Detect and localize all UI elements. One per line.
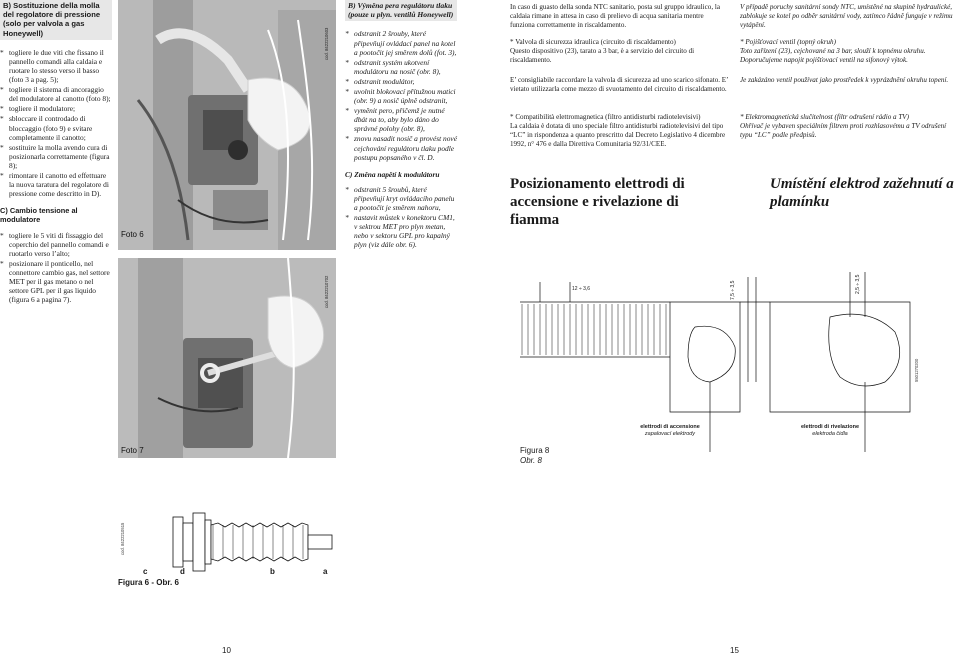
ntc-fault-text-it: In caso di guasto della sonda NTC sanitario, posta sul gruppo idraulico, la caldaia rimane in attesa in caso di prelievo di acqua sanitaria mentre funziona correttamente in riscaldamento.: [510, 3, 721, 29]
photo-6-label: Foto 6: [121, 230, 144, 239]
list-item: * znovu nasadit nosič a provést nové cejchování regulátoru tlaku podle postupu popsaného v čl. D.: [345, 134, 457, 161]
figure-6-drawing: [118, 495, 336, 590]
part-letter-b: b: [270, 567, 275, 576]
section-c-heading-cz: C) Změna napětí k modulátoru: [345, 169, 440, 179]
gas-valve-photo-illustration: [118, 0, 336, 250]
part-letter-a: a: [323, 567, 328, 576]
list-item: * uvolnit blokovací přítužnou matici (obr. 9) a nosič úplně odstranit,: [345, 87, 457, 105]
emc-filter-text-cz: * Elektromagnetická slučitelnost (filtr odrušení rádio a TV) Ohřívač je vybaven speciálním filtrem proti rozhlasovému a TV odrušení typu “LC” podle předpisů.: [740, 113, 947, 139]
electrodes-title-it: Posizionamento elettrodi di accensione e rivelazione di fiamma: [510, 176, 685, 228]
part-letter-d: d: [180, 567, 185, 576]
figure-6-code: cod. 8422210515: [120, 522, 125, 555]
photo-7: [118, 258, 336, 458]
ignition-electrodes-label: [620, 424, 720, 438]
list-item: * odstranit systém ukotvení modulátoru na nosič (obr. 8),: [345, 58, 457, 76]
figure-8-caption: Figura 8: [520, 446, 550, 455]
right-page: [480, 0, 960, 669]
section-c-steps-cz: [345, 185, 457, 250]
photo-6-code: cod. 8422210603: [324, 27, 329, 60]
list-item: * posizionare il ponticello, nel connettore cambio gas, nel settore MET per il gas metano o nel settore GPL per il gas liquido (figura 6 a pagina 7).: [0, 259, 112, 304]
photo-7-code: cod. 8422210702: [324, 275, 329, 308]
part-letter-c: c: [143, 567, 148, 576]
photo-6: [118, 0, 336, 250]
list-item: * vyměnit pero, přičemž je nutné dbát na to, aby bylo dáno do správné polohy (obr. 8),: [345, 106, 457, 133]
electrodes-title-cz: Umístění elektrod zažehnutí a plamínku: [770, 176, 954, 210]
list-item: * odstranit 5 šroubů, které připevňují kryt ovládacího panelu a pootočit je směrem nahoru,: [345, 185, 457, 212]
detection-electrodes-label: [780, 424, 880, 438]
list-item: * sostituire la molla avendo cura di posizionarla correttamente (figura 8);: [0, 143, 112, 170]
list-item: * sbloccare il controdado di bloccaggio (foto 9) e svitare completamente il canotto;: [0, 114, 112, 141]
section-b-heading-cz: B) Výměna pera regulátoru tlaku (pouze u plyn. ventilů Honeywell): [345, 0, 457, 21]
list-item: * togliere il sistema di ancoraggio del modulatore al canotto (foto 8);: [0, 85, 112, 103]
list-item: * togliere il modulatore;: [0, 104, 112, 113]
list-item: * togliere le due viti che fissano il pannello comandi alla caldaia e ruotare lo stesso verso il basso (foto 3 a pag. 5);: [0, 48, 112, 84]
page-number-right: 15: [730, 646, 739, 655]
ignition-electrodes-label-it: elettrodi di accensione: [640, 424, 700, 430]
list-item: * togliere le 5 viti di fissaggio del coperchio del pannello comandi e ruotarlo verso l’alto;: [0, 231, 112, 258]
left-czech-column: [345, 0, 457, 250]
section-b-heading-it: B) Sostituzione della molla del regolatore di pressione (solo per valvola a gas Honeywell): [0, 0, 112, 40]
ntc-fault-text-cz: V případě poruchy sanitární sondy NTC, umístěné na skupině hydraulické, zablokuje se kotel po odběr sanitární vody, zatímco řádně funguje v režimu vytápění.: [740, 3, 953, 29]
safety-valve-note-it: E’ consigliabile raccordare la valvola di sicurezza ad uno scarico sifonato. E’ vietato utilizzarla come mezzo di svuotamento del circuito di riscaldamento.: [510, 76, 728, 93]
emc-filter-text-it: * Compatibilità elettromagnetica (filtro antidisturbi radiotelevisivi) La caldaia è dotata di uno speciale filtro antidisturbi radiotelevisivi del tipo “LC” in rispondenza a quanto prescritto dal Decreto Legislativo 4 dicembre 1992, n° 476 e dalla Direttiva Comunitaria 92/31/CEE.: [510, 113, 726, 148]
safety-valve-text-cz: * Pojišťovací ventil (topný okruh) Toto zařízení (23), cejchované na 3 bar, slouží k topnému okruhu. Doporučujeme napojit pojišťovací ventil na sifonový výtok.: [740, 38, 926, 64]
detection-electrodes-label-cz: elektroda čidla: [812, 431, 848, 437]
section-b-steps-it: [0, 48, 112, 199]
wrench-photo-illustration: [118, 258, 336, 458]
section-c-steps-it: [0, 231, 112, 305]
dimension-label: 2,5 ÷ 3,5: [855, 274, 861, 294]
figure-8-code: 5501270200: [914, 358, 919, 382]
list-item: * odstranit 2 šrouby, které připevňují ovládací panel na kotel a pootočit jej směrem dolů (fot. 3),: [345, 29, 457, 56]
detection-electrodes-label-it: elettrodi di rivelazione: [800, 424, 860, 430]
figure-8-caption-cz: Obr. 8: [520, 456, 542, 465]
pressure-regulator-parts-drawing: [118, 495, 336, 575]
figure-6-caption: Figura 6 - Obr. 6: [118, 578, 179, 587]
safety-valve-note-cz: Je zakázáno ventil používat jako prostředek k vyprázdnění okruhu topení.: [740, 76, 949, 84]
dimension-label: 12 ÷ 3,6: [572, 286, 591, 292]
section-b-steps-cz: [345, 29, 457, 161]
left-page: [0, 0, 478, 669]
section-c-heading-it: C) Cambio tensione al modulatore: [0, 206, 78, 225]
left-italian-column: [0, 0, 112, 305]
photo-7-label: Foto 7: [121, 446, 144, 455]
dimension-label: 7,5 ÷ 3,5: [730, 280, 736, 300]
page-number-left: 10: [222, 646, 231, 655]
list-item: * nastavit můstek v konektoru CM1, v sektrou MET pro plyn metan, nebo v sektoru GPL pro kapalný plyn (viz dále obr. 6).: [345, 213, 457, 249]
list-item: * odstranit modulátor,: [345, 77, 457, 86]
safety-valve-text-it: * Valvola di sicurezza idraulica (circuito di riscaldamento) Questo dispositivo (23), tarato a 3 bar, è a servizio del circuito di riscaldamento.: [510, 38, 695, 64]
list-item: * rimontare il canotto ed effettuare la nuova taratura del regolatore di pressione come descritto in D).: [0, 171, 112, 198]
ignition-electrodes-label-cz: zapalovací elektrody: [644, 431, 696, 437]
